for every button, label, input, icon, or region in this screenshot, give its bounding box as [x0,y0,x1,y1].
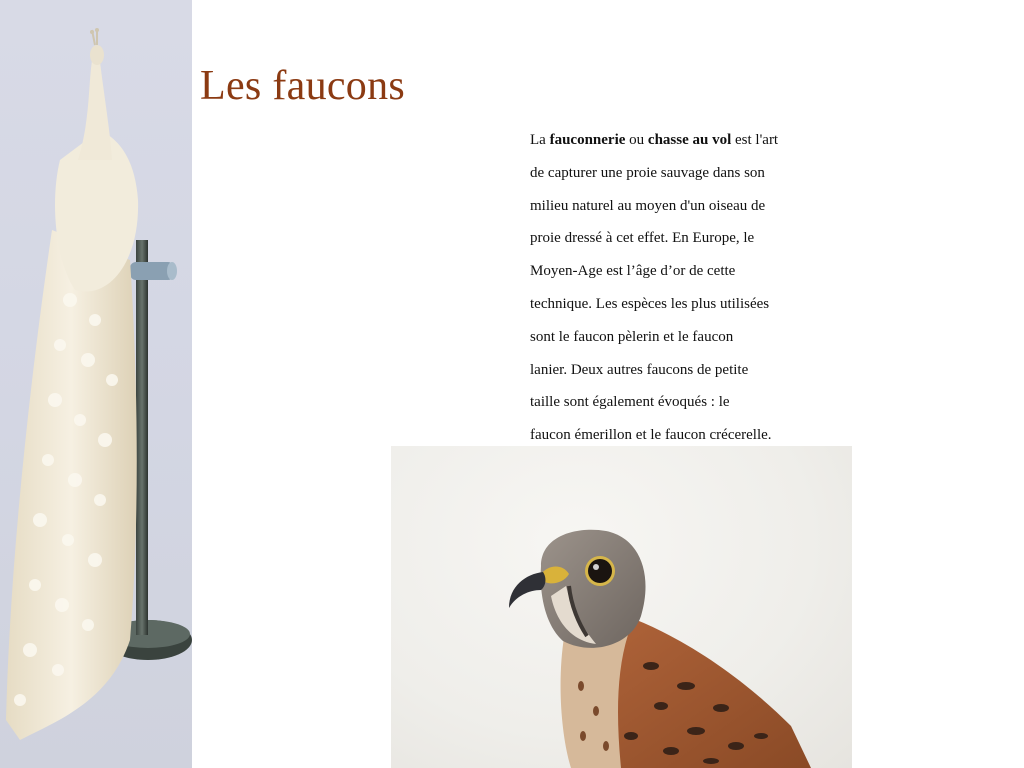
kestrel-photo [391,446,852,768]
paragraph-line: milieu naturel au moyen d'un oiseau de [530,197,766,214]
paragraph-line: technique. Les espèces les plus utilisées [530,295,770,312]
paragraph-line: de capturer une proie sauvage dans son [530,164,765,181]
white-peacock-photo [0,0,192,768]
term-chasse-au-vol: chasse au vol [647,132,732,148]
kestrel-illustration [391,446,852,768]
slide-title: Les faucons [200,63,406,109]
paragraph-line: taille sont également évoqués : le [530,394,730,411]
paragraph-line: faucon émerillon et le faucon crécerelle. [530,427,772,444]
paragraph-line: proie dressé à cet effet. En Europe, le [530,230,755,247]
body-paragraph [530,124,830,452]
paragraph-line: sont le faucon pèlerin et le faucon [530,328,734,345]
term-fauconnerie: fauconnerie [549,132,626,148]
paragraph-line: Moyen-Age est l’âge d’or de cette [530,263,736,280]
white-peacock-illustration [0,0,192,768]
paragraph-line: lanier. Deux autres faucons de petite [530,361,749,378]
paragraph-line: La fauconnerie ou chasse au vol est l'art [530,132,779,148]
